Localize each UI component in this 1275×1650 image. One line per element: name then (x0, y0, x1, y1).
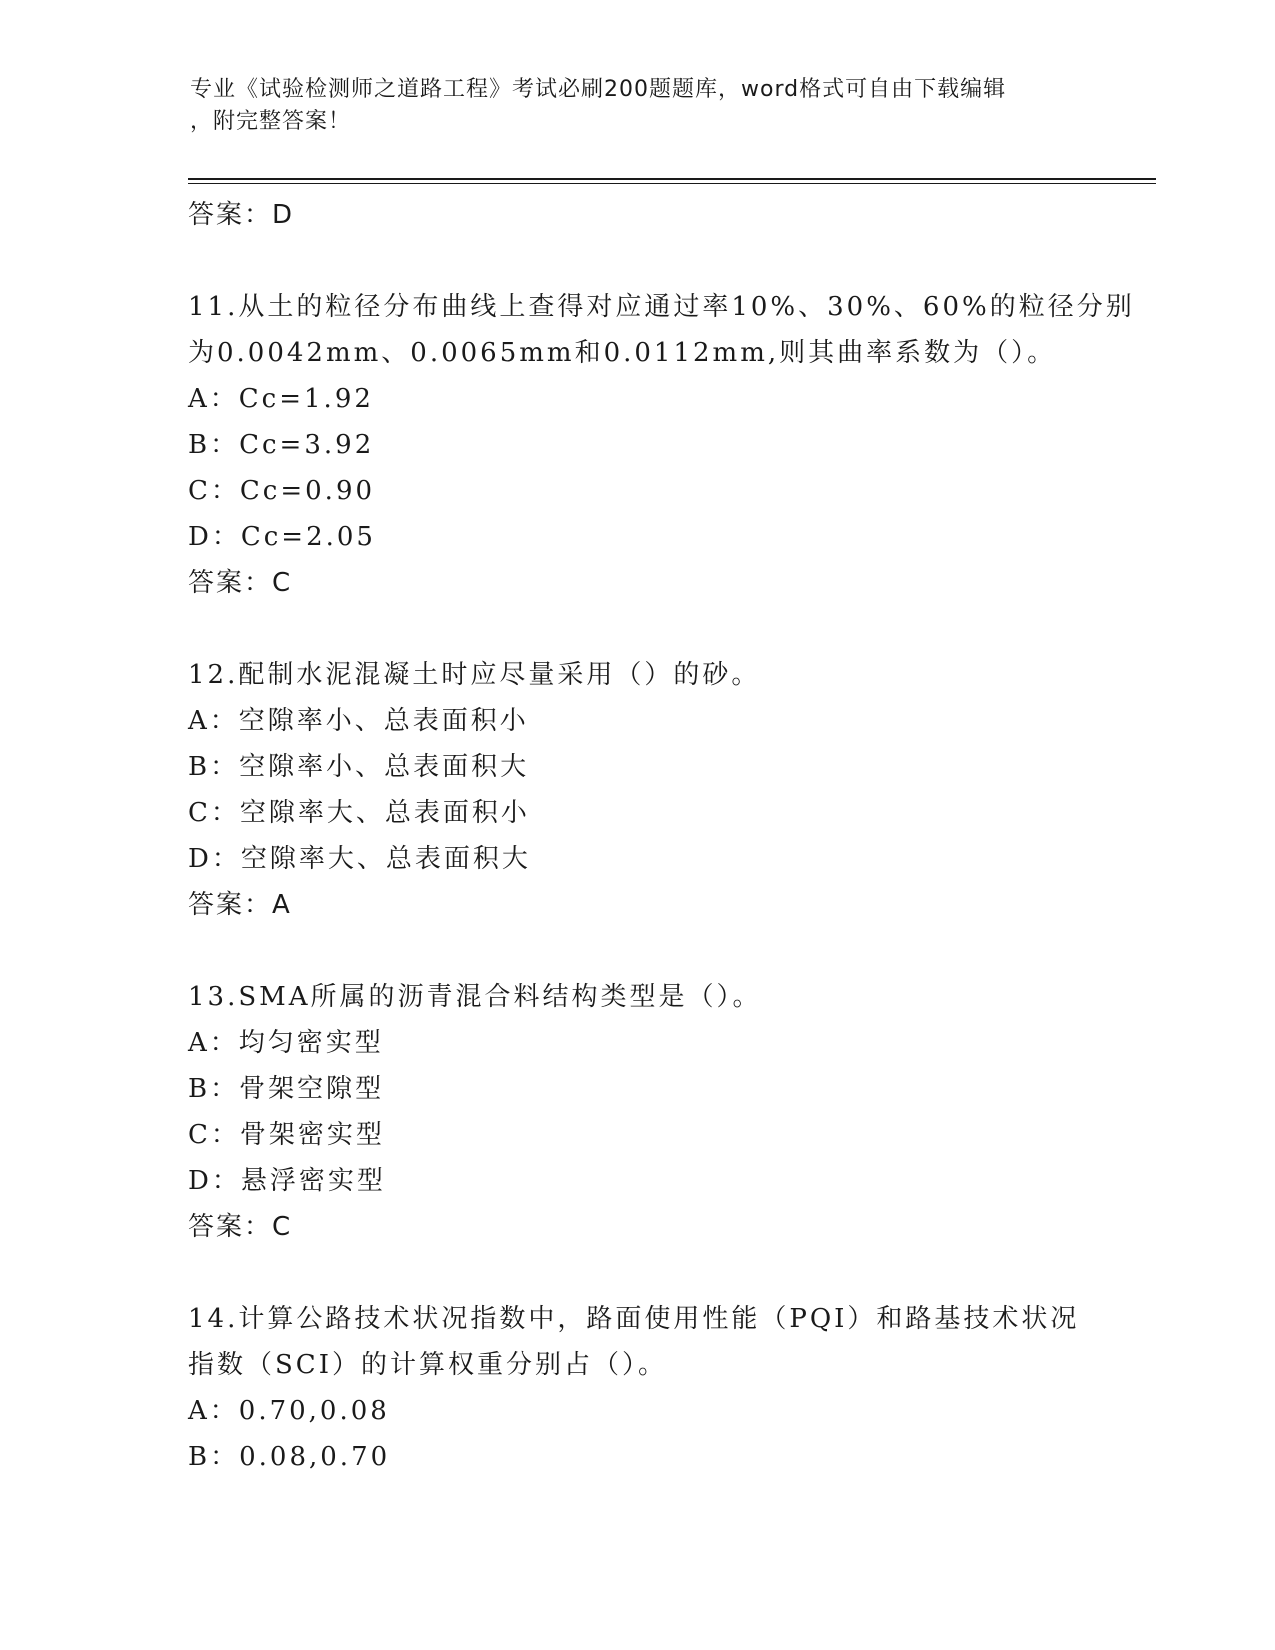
option-a: A：空隙率小、总表面积小 (188, 706, 529, 736)
question-stem: 指数（SCI）的计算权重分别占（）。 (188, 1350, 667, 1380)
header-line-1: 专业《试验检测师之道路工程》考试必刷200题题库，word格式可自由下载编辑 (190, 77, 1007, 102)
spacer (188, 1250, 1088, 1296)
answer: 答案：C (188, 1212, 293, 1242)
option-c: C：骨架密实型 (188, 1120, 385, 1150)
header-divider-thick (188, 178, 1156, 180)
question-11 (188, 284, 1135, 606)
question-list (188, 192, 1135, 1480)
header-divider-thin (188, 183, 1156, 184)
question-stem: 13.SMA所属的沥青混合料结构类型是（）。 (188, 982, 762, 1012)
option-b: B：骨架空隙型 (188, 1074, 385, 1104)
answer: 答案：A (188, 890, 292, 920)
option-b: B：0.08,0.70 (188, 1442, 391, 1472)
option-a: A：Cc=1.92 (188, 384, 374, 414)
option-d: D：Cc=2.05 (188, 522, 376, 552)
previous-answer: 答案：D (188, 200, 295, 230)
option-b: B：Cc=3.92 (188, 430, 375, 460)
spacer (188, 606, 1088, 652)
question-stem: 为0.0042mm、0.0065mm和0.0112mm,则其曲率系数为（）。 (188, 338, 1057, 368)
option-c: C：Cc=0.90 (188, 476, 376, 506)
option-a: A：0.70,0.08 (188, 1396, 390, 1426)
page-header (190, 74, 1090, 138)
question-stem: 11.从土的粒径分布曲线上查得对应通过率10%、30%、60%的粒径分别 (188, 292, 1135, 322)
spacer (188, 928, 1088, 974)
question-stem: 14.计算公路技术状况指数中，路面使用性能（PQI）和路基技术状况 (188, 1304, 1080, 1334)
option-b: B：空隙率小、总表面积大 (188, 752, 530, 782)
option-d: D：悬浮密实型 (188, 1166, 386, 1196)
question-stem: 12.配制水泥混凝土时应尽量采用（）的砂。 (188, 660, 761, 690)
option-d: D：空隙率大、总表面积大 (188, 844, 531, 874)
option-c: C：空隙率大、总表面积小 (188, 798, 530, 828)
spacer (188, 238, 1088, 284)
question-14 (188, 1296, 1088, 1480)
question-13 (188, 974, 1088, 1250)
header-line-2: ，附完整答案！ (190, 109, 352, 134)
option-a: A：均匀密实型 (188, 1028, 384, 1058)
question-12 (188, 652, 1088, 928)
answer: 答案：C (188, 568, 293, 598)
